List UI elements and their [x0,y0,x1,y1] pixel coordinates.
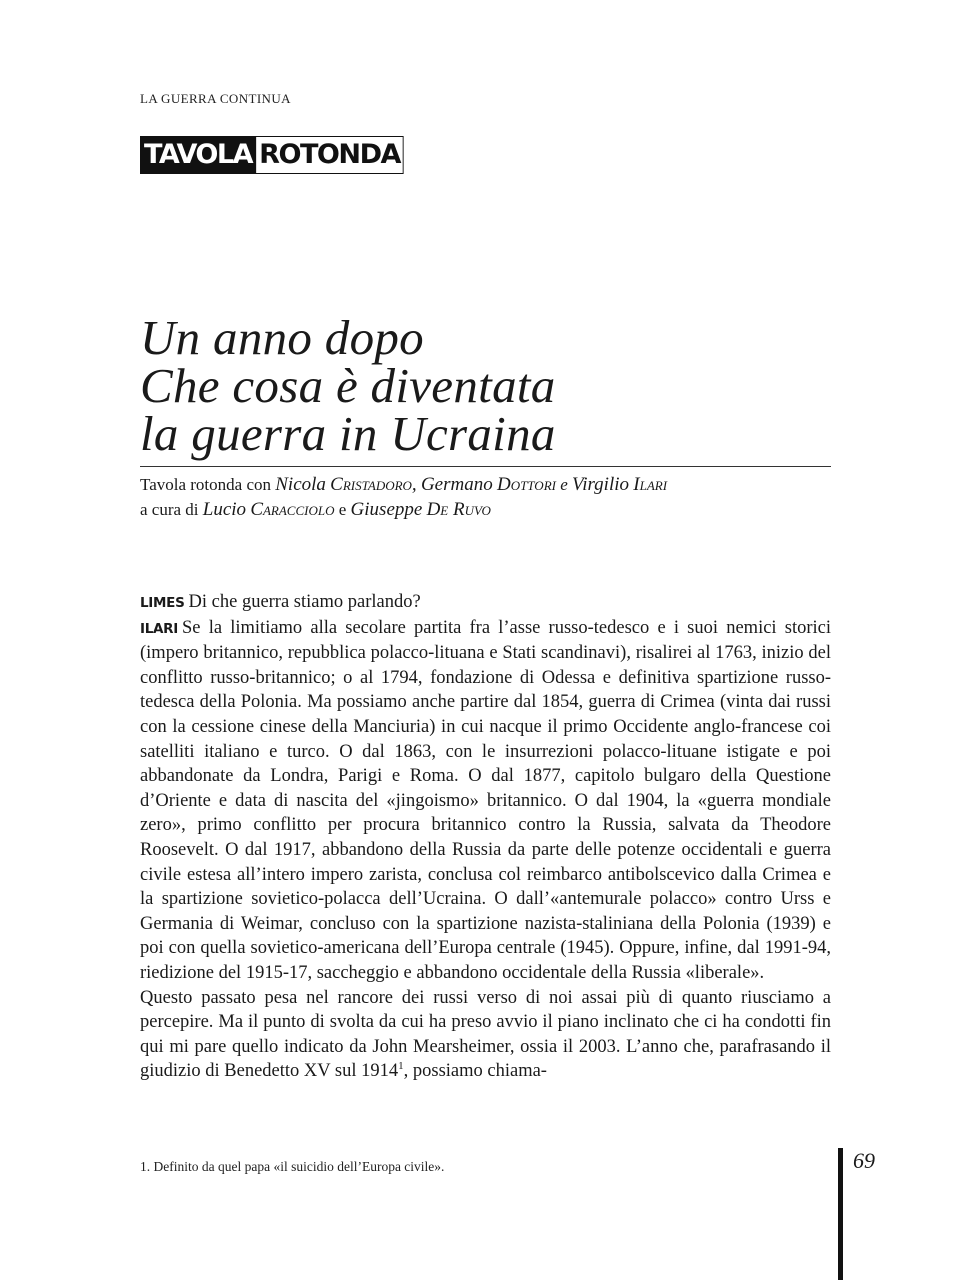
title-rule [140,466,831,467]
title-line-2: Che cosa è diventata [140,358,556,413]
article-title [140,310,840,461]
answer-continuation-tail: , possiamo chiama- [403,1061,547,1082]
rubric-part-2: ROTONDA [256,137,403,173]
participants-line [140,472,840,497]
answer-continuation-paragraph [140,986,831,1084]
participant-3-first: Virgilio [572,474,630,495]
participant-1-first: Nicola [275,474,326,495]
participant-3-last: Ilari [633,474,668,495]
section-rubric [140,136,404,174]
margin-bar [838,1148,843,1280]
participant-2-first: Germano [420,474,493,495]
editor-2-first: Giuseppe [350,499,423,520]
page-number: 69 [853,1148,875,1173]
speaker-label-ilari: ILARI [140,620,178,637]
editor-2-last: De Ruvo [426,499,491,520]
title-line-3: la guerra in Ucraina [140,406,556,461]
answer-text: Se la limitiamo alla secolare partita fra l’asse russo-tedesco e i suoi nemici storici (impero britannico, repubblica polacco-lituana e Stati scandinavi), risalirei al 1763, inizio del conflitto russo-britannico; o al 1794, fondazione di Odessa e definitiva spartizione russo-tedesca della Polonia. Ma possiamo anche partire dal 1854, guerra di Crimea (vinta dai russi con la cessione cinese della Manciuria) in cui nacque il primo Occidente anglo-francese coi satelliti italiano e turco. O dal 1863, con le insurrezioni polacco-lituane istigate e poi abbandonate da Londra, Parigi e Roma. O dal 1877, capitolo bulgaro della Questione d’Oriente e data di nascita del «jingoismo» britannico. O dal 1904, la «guerra mondiale zero», primo conflitto per procura britannico contro la Russia, salvata da Theodore Roosevelt. O dal 1917, abbandono della Russia da parte delle potenze occidentali e guerra civile estesa all’intero impero zarista, conclusa col reimbarco antibolscevico dalla Crimea e la spartizione sovietico-polacca dell’Ucraina. O dall’«antemurale polacco» contro Urss e Germania di Weimar, concluso con la spartizione nazista-staliniana della Polonia (1939) e poi con quella sovietico-americana dell’Europa centrale (1945). Oppure, infine, dal 1991-94, riedizione del 1915-17, saccheggio e abbandono occidentale della Russia «liberale». [140,617,831,983]
title-line-1: Un anno dopo [140,310,424,365]
editor-1-last: Caracciolo [250,499,335,520]
answer-continuation-text: Questo passato pesa nel rancore dei russi verso di noi assai più di quanto riusciamo a percepire. Ma il punto di svolta da cui ha preso avvio il piano inclinato che ci ha condotti fin qui mi pare quello indicato da John Mearsheimer, ossia il 2003. L’anno che, parafrasando il giudizio di Benedetto XV sul 1914 [140,987,831,1082]
answer-paragraph [140,616,831,986]
speaker-label-limes: LIMES [140,595,185,611]
participants-and: e [560,475,568,494]
question-paragraph [140,590,831,616]
editors-prefix: a cura di [140,500,199,519]
participants-prefix: Tavola rotonda con [140,475,271,494]
editors-line [140,497,840,522]
footnote: 1. Definito da quel papa «il suicidio dell’Europa civile». [140,1159,445,1174]
footnote-reference[interactable]: 1 [398,1060,404,1073]
participant-2-last: Dottori [496,474,556,495]
credits [140,472,840,522]
article-body [140,590,831,1084]
question-text: Di che guerra stiamo parlando? [188,592,421,612]
editors-and: e [338,500,347,519]
participant-1-last: Cristadoro, [330,474,417,495]
rubric-part-1: TAVOLA [141,137,256,173]
running-head: LA GUERRA CONTINUA [140,91,291,106]
editor-1-first: Lucio [202,499,247,520]
